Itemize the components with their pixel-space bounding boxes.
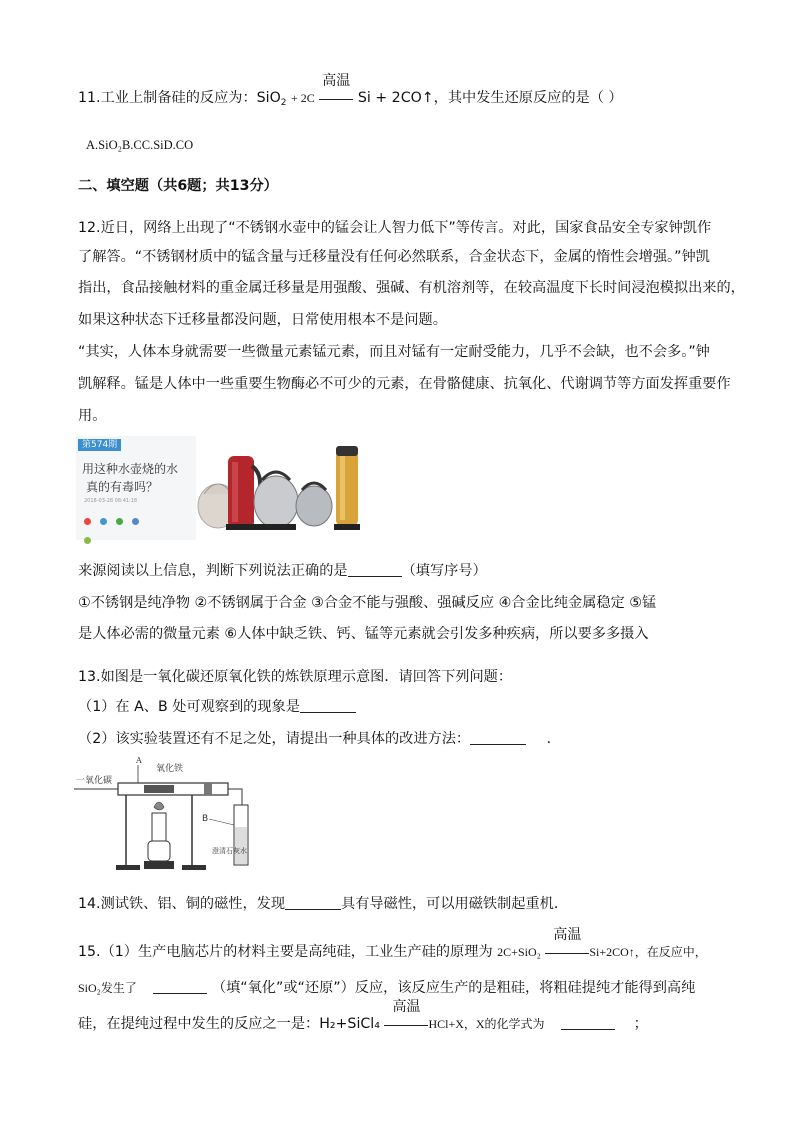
q12-question (78, 561, 487, 581)
q12-para-line: 指出，食品接触材料的重金属迁移量是用强酸、强碱、有机溶剂等，在较高温度下长时间浸泡模拟出来的， (78, 280, 745, 296)
q13-sub1-text: （1）在 A、B 处可观察到的现象是 (78, 699, 300, 715)
section-title: 二、填空题（共6题；共13分） (78, 178, 278, 194)
q12-ask-tail: （填写序号） (401, 563, 487, 579)
q15-eq-right: Si+2CO↑，在反应中， (589, 945, 707, 959)
q15-l3-right: HCl+X，X的化学式为 (428, 1017, 545, 1031)
q12-para-line: 了解答。“不锈钢材质中的锰含量与迁移量没有任何必然联系，合金状态下，金属的惰性会增强。”钟凯 (78, 249, 710, 265)
q12-para-line: “其实，人体本身就需要一些微量元素锰元素，而且对锰有一定耐受能力，几乎不会缺，也不会多。”钟 (78, 344, 710, 360)
thumb-title-line2: 真的有毒吗？ (86, 480, 159, 494)
q12-options-line1: ①不锈钢是纯净物 ②不锈钢属于合金 ③合金不能与强酸、强碱反应 ④合金比纯金属稳定 ⑤锰 (78, 595, 657, 611)
label-co: 一氧化碳 (76, 776, 113, 786)
q15-l3-end: ； (633, 1016, 648, 1032)
answer-blank[interactable] (561, 1015, 615, 1030)
label-b: B (202, 814, 209, 824)
q12-para-line: 凯解释。锰是人体中一些重要生物酶必不可少的元素，在骨骼健康、抗氧化、代谢调节等方面发挥重要作 (78, 376, 731, 392)
kettle-image (76, 436, 366, 540)
label-a: A (136, 757, 142, 765)
q15-line1 (78, 927, 707, 962)
q11-sub2: 2 (280, 98, 287, 108)
q12-options-line2: 是人体必需的微量元素 ⑥人体中缺乏铁、钙、锰等元素就会引发多种疾病，所以要多多摄入 (78, 626, 649, 642)
label-fe2o3: 氧化铁 (156, 764, 184, 774)
article-thumbnail (76, 436, 196, 540)
thumb-title-line1: 用这种水壶烧的水 (82, 462, 179, 476)
q14-pre: 14.测试铁、铝、铜的磁性，发现 (78, 896, 286, 912)
q12-para-line: 12.近日，网络上出现了“不锈钢水壶中的锰会让人智力低下”等传言。对此，国家食品安全专家钟凯作 (78, 220, 712, 236)
q15-l3-pre: 硅，在提纯过程中发生的反应之一是：H₂+SiCl₄ (78, 1016, 380, 1032)
label-limewater: 澄清石灰水 (212, 847, 247, 855)
q15-l1-pre: 15.（1）生产电脑芯片的材料主要是高纯硅，工业生产硅的原理为 (78, 944, 493, 960)
q11-cond-bar (319, 89, 353, 100)
answer-blank[interactable] (300, 698, 356, 713)
q11-options: A.SiO₂B.CC.SiD.CO (86, 138, 194, 152)
q11-products: Si + 2CO↑，其中发生还原反应的是（ ） (357, 90, 623, 106)
thumb-date: 2018-03-28 08:41:18 (84, 498, 138, 504)
q11-prefix: 11.工业上制备硅的反应为：SiO (78, 90, 281, 106)
kettles-photo (196, 436, 366, 540)
q15-condition-2 (384, 999, 428, 1034)
answer-blank[interactable] (285, 895, 341, 910)
q11-plus2c: + 2C (291, 91, 315, 105)
share-icons (84, 510, 154, 518)
q12-para-line: 如果这种状态下迁移量都没问题，日常使用根本不是问题。 (78, 312, 447, 328)
q15-eq-left: 2C+SiO₂ (497, 945, 541, 959)
q13-sub2-end: ． (546, 731, 561, 747)
q13-sub1 (78, 697, 356, 717)
q11-cond-label: 高温 (322, 73, 351, 89)
q11-condition (319, 73, 353, 108)
answer-blank[interactable] (153, 979, 207, 994)
q14-line (78, 894, 568, 914)
q15-l2-post: （填“氧化”或“还原”）反应，该反应生产的是粗硅，将粗硅提纯才能得到高纯 (211, 980, 696, 996)
q14-post: 具有导磁性，可以用磁铁制起重机． (341, 896, 569, 912)
q12-para-line: 用。 (78, 408, 107, 424)
q12-ask: 来源阅读以上信息，判断下列说法正确的是 (78, 563, 348, 579)
q15-cond-bar (545, 943, 589, 954)
issue-badge: 第574期 (78, 439, 121, 451)
apparatus-diagram (74, 757, 254, 875)
q15-l2-pre: SiO₂发生了 (78, 981, 137, 995)
q15-cond-label: 高温 (553, 927, 582, 943)
q13-sub2-text: （2）该实验装置还有不足之处，请提出一种具体的改进方法： (78, 731, 471, 747)
q13-stem: 13.如图是一氧化碳还原氧化铁的炼铁原理示意图．请回答下列问题： (78, 669, 513, 685)
answer-blank[interactable] (470, 730, 526, 745)
q13-sub2 (78, 729, 561, 749)
q15-cond-label-2: 高温 (392, 999, 421, 1015)
q11-line (78, 73, 623, 113)
q15-line3 (78, 999, 648, 1034)
q15-line2 (78, 978, 695, 998)
answer-blank[interactable] (348, 562, 402, 577)
q15-cond-bar-2 (384, 1015, 428, 1026)
q15-condition (545, 927, 589, 962)
